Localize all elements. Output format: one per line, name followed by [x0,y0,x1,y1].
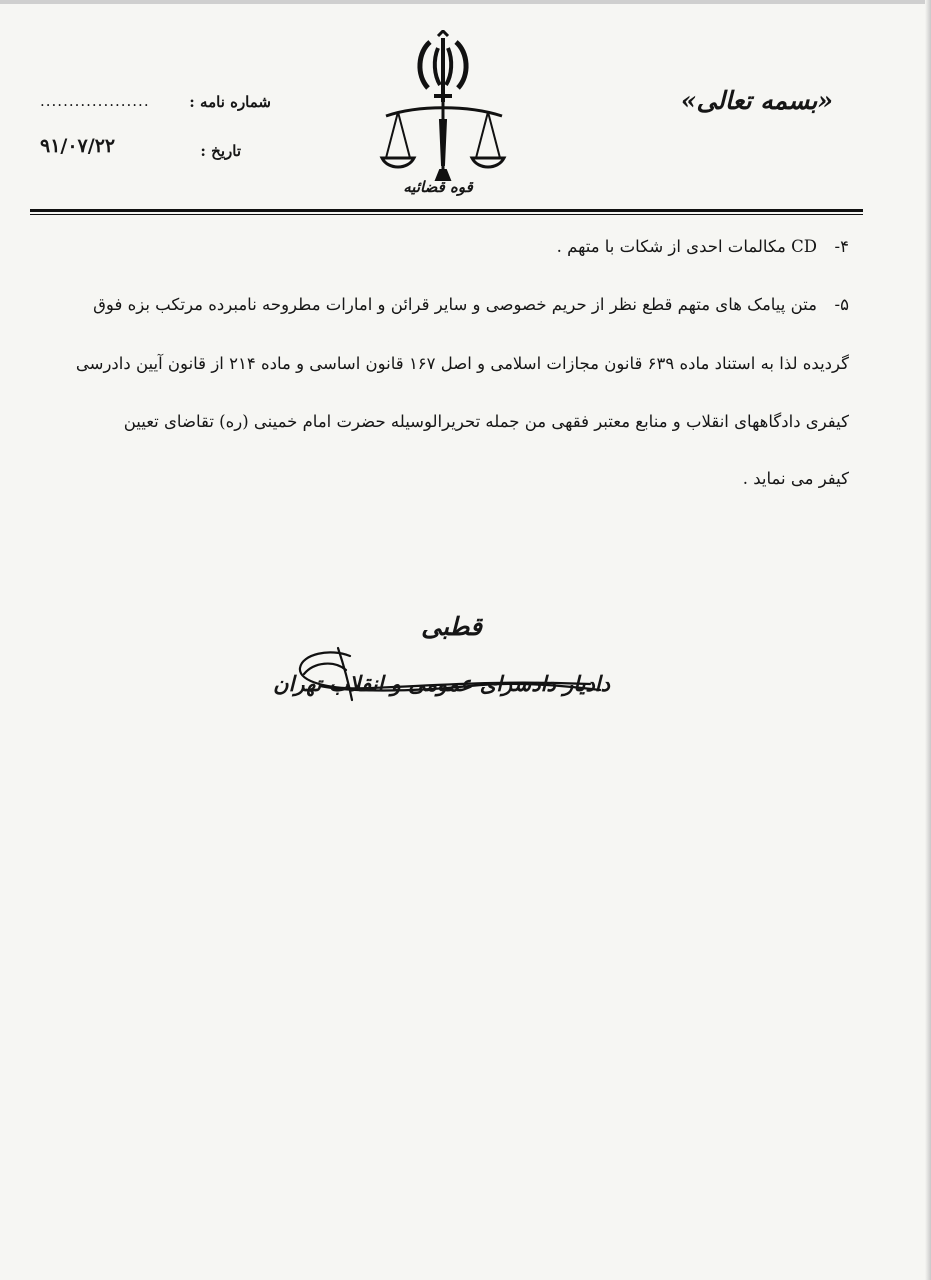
scan-edge [925,0,931,1280]
item-4-marker: ۴- [834,237,849,256]
item-5-line: کیفر می نماید . [742,469,849,488]
scan-edge [0,0,931,4]
header-divider [30,209,863,212]
item-5-line: متن پیامک های متهم قطع نظر از حریم خصوصی و سایر قرائن و امارات مطروحه نامبرده مرتکب بزه فوق [93,295,817,314]
item-5-marker: ۵- [834,295,849,314]
judiciary-name: قوه قضائیه [403,178,473,196]
item-4-text: CD مکالمات احدی از شکات با متهم . [556,237,817,256]
item-5-line: گردیده لذا به استناد ماده ۶۳۹ قانون مجازات اسلامی و اصل ۱۶۷ قانون اساسی و ماده ۲۱۴ از قانون آیین دادرسی [75,354,849,373]
header-divider [30,214,863,215]
judiciary-emblem [378,30,508,200]
date-value: ۹۱/۰۷/۲۲ [40,135,116,157]
signatory-title: دادیار دادسرای عمومی و انقلاب تهران [273,671,610,696]
invocation-heading: «بسمه تعالی» [680,86,833,115]
item-5-line: کیفری دادگاههای انقلاب و منابع معتبر فقهی من جمله تحریرالوسیله حضرت امام خمینی (ره) تقاضای تعیین [123,412,849,431]
letter-number-label: شماره نامه : [189,93,271,111]
signatory-name: قطبی [421,612,482,641]
letter-number-value: ................... [40,92,150,110]
date-label: تاریخ : [200,142,241,160]
